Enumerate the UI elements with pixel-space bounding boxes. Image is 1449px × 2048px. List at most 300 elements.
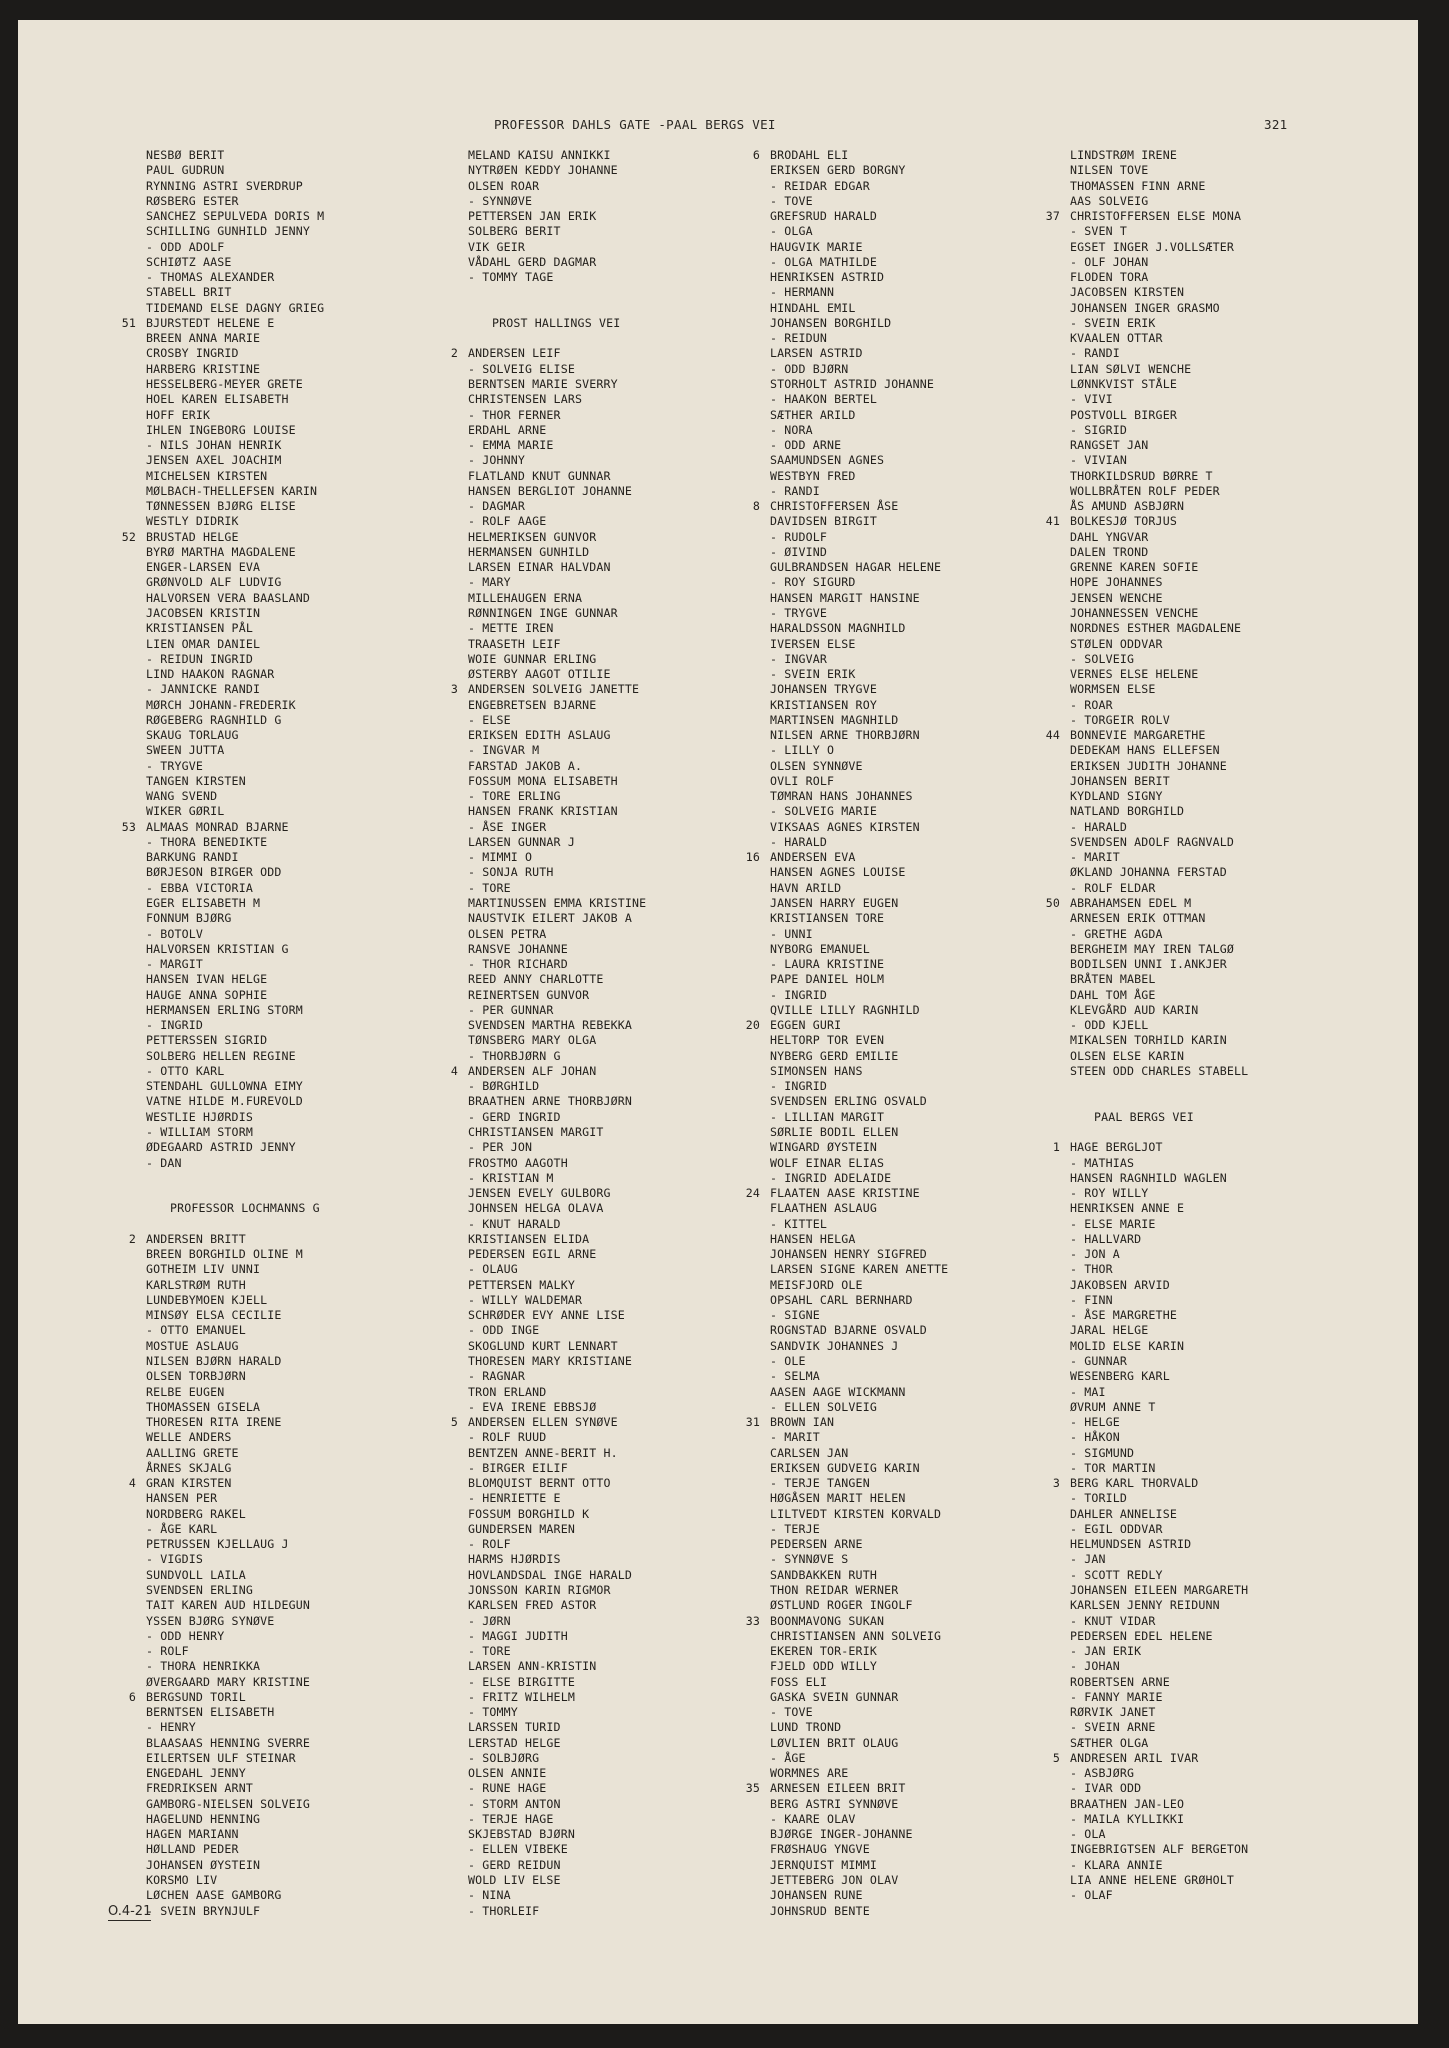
- resident-entry: [428, 1293, 758, 1308]
- resident-entry: [106, 759, 436, 774]
- resident-name: RELBE EUGEN: [146, 1384, 225, 1399]
- resident-name: CHRISTIANSEN MARGIT: [468, 1125, 604, 1139]
- resident-name: FOSS ELI: [770, 1674, 828, 1689]
- resident-entry: [106, 1675, 436, 1690]
- resident-entry: [1030, 1675, 1360, 1690]
- resident-entry: [1030, 545, 1360, 560]
- resident-name: REED ANNY CHARLOTTE: [468, 972, 604, 987]
- resident-entry: [428, 1736, 758, 1751]
- resident-entry: [730, 1339, 1060, 1354]
- resident-entry: [1030, 667, 1360, 682]
- resident-name: HØLLAND PEDER: [146, 1842, 239, 1857]
- resident-entry: [428, 591, 758, 606]
- resident-name: SCHIØTZ AASE: [146, 254, 232, 269]
- resident-entry: [730, 1888, 1060, 1903]
- resident-entry: [1030, 942, 1360, 957]
- resident-entry: [730, 1537, 1060, 1552]
- resident-name: - KAARE OLAV: [770, 1811, 856, 1826]
- resident-name: - TORE: [468, 880, 511, 895]
- resident-entry: [1030, 1659, 1360, 1674]
- resident-entry: [730, 1583, 1060, 1598]
- resident-entry: [106, 1873, 436, 1888]
- resident-name: BENTZEN ANNE-BERIT H.: [468, 1445, 618, 1460]
- resident-name: BRUSTAD HELGE: [146, 529, 239, 544]
- resident-entry: [106, 1690, 436, 1705]
- resident-name: - TORGEIR ROLV: [1070, 712, 1170, 727]
- resident-name: BRODAHL ELI: [770, 148, 849, 162]
- resident-entry: [730, 484, 1060, 499]
- resident-name: PEDERSEN EGIL ARNE: [468, 1247, 597, 1262]
- resident-name: DALEN TROND: [1070, 544, 1149, 559]
- resident-name: - WILLIAM STORM: [146, 1125, 253, 1139]
- resident-entry: [1030, 621, 1360, 636]
- resident-entry: [730, 1385, 1060, 1400]
- resident-name: DAHL TOM ÅGE: [1070, 987, 1156, 1002]
- resident-entry: [1030, 1232, 1360, 1247]
- resident-entry: [730, 927, 1060, 942]
- resident-entry: [1030, 743, 1360, 758]
- resident-entry: [106, 1552, 436, 1567]
- resident-name: EGER ELISABETH M: [146, 896, 261, 911]
- resident-entry: [730, 301, 1060, 316]
- resident-name: SOLBERG HELLEN REGINE: [146, 1048, 296, 1063]
- resident-name: ALMAAS MONRAD BJARNE: [146, 819, 289, 834]
- resident-name: - ELLEN SOLVEIG: [770, 1399, 877, 1414]
- resident-entry: [428, 1476, 758, 1491]
- resident-entry: [1030, 1003, 1360, 1018]
- resident-name: - LILLIAN MARGIT: [770, 1109, 885, 1124]
- resident-name: ANDERSEN EVA: [770, 850, 856, 865]
- resident-name: SVENDSEN ERLING: [146, 1582, 253, 1597]
- resident-entry: [1030, 469, 1360, 484]
- resident-entry: [730, 255, 1060, 270]
- resident-name: ØVERGAARD MARY KRISTINE: [146, 1674, 310, 1689]
- resident-entry: [1030, 1522, 1360, 1537]
- resident-entry: [1030, 1033, 1360, 1048]
- resident-name: - JAN: [1070, 1552, 1106, 1567]
- spacer-line: [1030, 1079, 1360, 1094]
- resident-name: - BOTOLV: [146, 926, 204, 941]
- resident-name: - ROLF AAGE: [468, 514, 547, 529]
- street-heading: [1030, 1110, 1360, 1125]
- resident-name: JOHANSEN EILEEN MARGARETH: [1070, 1582, 1249, 1597]
- resident-entry: [428, 637, 758, 652]
- resident-entry: [730, 1369, 1060, 1384]
- house-number: 3: [1052, 1476, 1060, 1491]
- resident-entry: [1030, 377, 1360, 392]
- resident-entry: [106, 1446, 436, 1461]
- resident-entry: [428, 377, 758, 392]
- resident-name: BERNTSEN MARIE SVERRY: [468, 376, 618, 391]
- resident-entry: [730, 1659, 1060, 1674]
- resident-entry: [1030, 1751, 1360, 1766]
- resident-name: LØVLIEN BRIT OLAUG: [770, 1735, 899, 1750]
- resident-entry: [428, 713, 758, 728]
- resident-name: - ROLF: [468, 1537, 511, 1552]
- resident-entry: [1030, 1018, 1360, 1033]
- resident-name: - HERMANN: [770, 285, 835, 300]
- resident-entry: [106, 1156, 436, 1171]
- resident-name: - UNNI: [770, 926, 813, 941]
- resident-name: SANDVIK JOHANNES J: [770, 1338, 899, 1353]
- resident-entry: [106, 637, 436, 652]
- resident-entry: [1030, 759, 1360, 774]
- resident-name: HAVN ARILD: [770, 880, 842, 895]
- resident-name: JANSEN HARRY EUGEN: [770, 896, 899, 911]
- resident-name: LIND HAAKON RAGNAR: [146, 667, 275, 682]
- resident-name: - TORE ERLING: [468, 789, 561, 804]
- resident-entry: [428, 927, 758, 942]
- resident-entry: [1030, 1201, 1360, 1216]
- resident-entry: [730, 942, 1060, 957]
- resident-name: - MARIT: [1070, 850, 1120, 865]
- resident-entry: [428, 1659, 758, 1674]
- resident-entry: [428, 850, 758, 865]
- resident-entry: [730, 1705, 1060, 1720]
- resident-entry: [1030, 1049, 1360, 1064]
- resident-name: KRISTIANSEN PÅL: [146, 621, 253, 636]
- resident-name: SVENDSEN ADOLF RAGNVALD: [1070, 834, 1234, 849]
- resident-name: AAS SOLVEIG: [1070, 193, 1149, 208]
- house-number: 8: [752, 499, 760, 514]
- resident-entry: [428, 1140, 758, 1155]
- resident-entry: [428, 1461, 758, 1476]
- resident-name: - MIMMI O: [468, 850, 533, 865]
- resident-name: SVENDSEN MARTHA REBEKKA: [468, 1018, 632, 1033]
- resident-entry: [428, 1797, 758, 1812]
- resident-entry: [106, 362, 436, 377]
- resident-entry: [428, 1781, 758, 1796]
- resident-name: PEDERSEN EDEL HELENE: [1070, 1628, 1213, 1643]
- resident-name: HESSELBERG-MEYER GRETE: [146, 376, 303, 391]
- resident-entry: [428, 392, 758, 407]
- resident-entry: [730, 988, 1060, 1003]
- resident-name: WESENBERG KARL: [1070, 1369, 1170, 1384]
- resident-name: ANDERSEN LEIF: [468, 346, 561, 361]
- resident-entry: [1030, 1278, 1360, 1293]
- resident-entry: [106, 1415, 436, 1430]
- resident-entry: [106, 698, 436, 713]
- resident-name: HENRIKSEN ASTRID: [770, 270, 885, 285]
- resident-name: CHRISTOFFERSEN ÅSE: [770, 499, 899, 514]
- resident-name: SCHRØDER EVY ANNE LISE: [468, 1308, 625, 1323]
- resident-name: BREEN BORGHILD OLINE M: [146, 1247, 303, 1262]
- resident-name: SANDBAKKEN RUTH: [770, 1567, 877, 1582]
- resident-entry: [428, 1568, 758, 1583]
- resident-name: WOLLBRÅTEN ROLF PEDER: [1070, 483, 1220, 498]
- resident-name: LØNNKVIST STÅLE: [1070, 376, 1177, 391]
- resident-name: ERIKSEN GERD BORGNY: [770, 163, 906, 178]
- resident-name: - MAI: [1070, 1384, 1106, 1399]
- resident-entry: [730, 591, 1060, 606]
- resident-entry: [428, 530, 758, 545]
- resident-name: - TOR MARTIN: [1070, 1460, 1156, 1475]
- resident-entry: [106, 1003, 436, 1018]
- resident-entry: [428, 774, 758, 789]
- resident-entry: [106, 927, 436, 942]
- resident-entry: [106, 1904, 436, 1919]
- resident-entry: [428, 179, 758, 194]
- resident-name: POSTVOLL BIRGER: [1070, 407, 1177, 422]
- resident-entry: [1030, 1690, 1360, 1705]
- resident-entry: [730, 1156, 1060, 1171]
- resident-name: - WILLY WALDEMAR: [468, 1292, 583, 1307]
- resident-entry: [428, 911, 758, 926]
- resident-entry: [1030, 163, 1360, 178]
- house-number: 44: [1045, 728, 1060, 743]
- resident-name: HANSEN MARGIT HANSINE: [770, 590, 920, 605]
- resident-entry: [106, 1354, 436, 1369]
- resident-name: MICHELSEN KIRSTEN: [146, 468, 268, 483]
- resident-entry: [428, 560, 758, 575]
- resident-name: JOHNSRUD BENTE: [770, 1903, 870, 1918]
- resident-name: - KRISTIAN M: [468, 1170, 554, 1185]
- resident-entry: [106, 1079, 436, 1094]
- resident-entry: [730, 1033, 1060, 1048]
- resident-name: ANDERSEN ELLEN SYNØVE: [468, 1415, 618, 1430]
- resident-entry: [1030, 1583, 1360, 1598]
- resident-entry: [730, 560, 1060, 575]
- resident-entry: [106, 514, 436, 529]
- resident-name: IVERSEN ELSE: [770, 636, 856, 651]
- resident-entry: [428, 1262, 758, 1277]
- resident-name: - ELSE: [468, 712, 511, 727]
- resident-name: - METTE IREN: [468, 621, 554, 636]
- resident-name: SKAUG TORLAUG: [146, 728, 239, 743]
- resident-entry: [428, 1522, 758, 1537]
- resident-name: VIKSAAS AGNES KIRSTEN: [770, 819, 920, 834]
- resident-entry: [428, 652, 758, 667]
- resident-name: ENGER-LARSEN EVA: [146, 560, 261, 575]
- resident-entry: [428, 1171, 758, 1186]
- resident-entry: [730, 1262, 1060, 1277]
- resident-entry: [106, 682, 436, 697]
- resident-name: STENDAHL GULLOWNA EIMY: [146, 1079, 303, 1094]
- resident-entry: [428, 1400, 758, 1415]
- resident-name: - VIGDIS: [146, 1552, 204, 1567]
- resident-entry: [1030, 804, 1360, 819]
- resident-name: - ELSE BIRGITTE: [468, 1674, 575, 1689]
- resident-entry: [106, 1598, 436, 1613]
- resident-name: YSSEN BJØRG SYNØVE: [146, 1613, 275, 1628]
- resident-entry: [428, 270, 758, 285]
- resident-entry: [1030, 774, 1360, 789]
- resident-name: HALVORSEN KRISTIAN G: [146, 941, 289, 956]
- resident-name: - MAILA KYLLIKKI: [1070, 1811, 1185, 1826]
- resident-entry: [1030, 408, 1360, 423]
- resident-name: MINSØY ELSA CECILIE: [146, 1308, 282, 1323]
- house-number: 6: [128, 1689, 136, 1704]
- resident-entry: [1030, 637, 1360, 652]
- resident-entry: [106, 438, 436, 453]
- resident-name: LARSEN EINAR HALVDAN: [468, 560, 611, 575]
- resident-entry: [730, 957, 1060, 972]
- resident-entry: [106, 652, 436, 667]
- resident-entry: [730, 1690, 1060, 1705]
- resident-entry: [1030, 270, 1360, 285]
- resident-entry: [106, 240, 436, 255]
- resident-name: - THOR RICHARD: [468, 957, 568, 972]
- resident-name: TØMRAN HANS JOHANNES: [770, 789, 913, 804]
- resident-name: KARLSEN JENNY REIDUNN: [1070, 1598, 1220, 1613]
- resident-entry: [428, 1339, 758, 1354]
- resident-name: - FANNY MARIE: [1070, 1689, 1163, 1704]
- resident-name: NILSEN BJØRN HARALD: [146, 1353, 282, 1368]
- resident-entry: [730, 209, 1060, 224]
- resident-name: THON REIDAR WERNER: [770, 1582, 899, 1597]
- resident-name: FLAATHEN ASLAUG: [770, 1201, 877, 1216]
- resident-name: HINDAHL EMIL: [770, 300, 856, 315]
- resident-name: BERG ASTRI SYNNØVE: [770, 1796, 899, 1811]
- resident-name: TIDEMAND ELSE DAGNY GRIEG: [146, 300, 325, 315]
- resident-entry: [428, 1904, 758, 1919]
- resident-name: - ODD HENRY: [146, 1628, 225, 1643]
- resident-name: - TRYGVE: [770, 605, 828, 620]
- resident-entry: [730, 1766, 1060, 1781]
- resident-entry: [106, 1842, 436, 1857]
- resident-entry: [1030, 1186, 1360, 1201]
- resident-name: - MAGGI JUDITH: [468, 1628, 568, 1643]
- resident-name: - THOR FERNER: [468, 407, 561, 422]
- resident-name: ERIKSEN GUDVEIG KARIN: [770, 1460, 920, 1475]
- resident-entry: [730, 1003, 1060, 1018]
- resident-entry: [1030, 1156, 1360, 1171]
- resident-name: RØGEBERG RAGNHILD G: [146, 712, 282, 727]
- resident-entry: [106, 1018, 436, 1033]
- resident-name: THORESEN RITA IRENE: [146, 1415, 282, 1430]
- resident-entry: [428, 499, 758, 514]
- resident-name: MOLID ELSE KARIN: [1070, 1338, 1185, 1353]
- resident-name: BRAATHEN ARNE THORBJØRN: [468, 1094, 632, 1109]
- resident-entry: [730, 408, 1060, 423]
- resident-name: - FRITZ WILHELM: [468, 1689, 575, 1704]
- resident-name: - OLAUG: [468, 1262, 518, 1277]
- resident-entry: [1030, 1339, 1360, 1354]
- resident-entry: [1030, 1629, 1360, 1644]
- resident-entry: [106, 423, 436, 438]
- resident-name: - JOHNNY: [468, 453, 526, 468]
- resident-entry: [106, 865, 436, 880]
- resident-entry: [1030, 560, 1360, 575]
- resident-entry: [1030, 301, 1360, 316]
- resident-entry: [106, 1705, 436, 1720]
- resident-name: ARNESEN EILEEN BRIT: [770, 1781, 906, 1796]
- resident-entry: [730, 1140, 1060, 1155]
- resident-entry: [106, 1720, 436, 1735]
- resident-entry: [428, 209, 758, 224]
- resident-name: FREDRIKSEN ARNT: [146, 1781, 253, 1796]
- resident-entry: [730, 1415, 1060, 1430]
- resident-name: - SCOTT REDLY: [1070, 1567, 1163, 1582]
- resident-entry: [1030, 1323, 1360, 1338]
- resident-entry: [1030, 728, 1360, 743]
- resident-name: ØDEGAARD ASTRID JENNY: [146, 1140, 296, 1155]
- resident-name: - REIDAR EDGAR: [770, 178, 870, 193]
- resident-name: - INGVAR: [770, 651, 828, 666]
- house-number: 16: [745, 850, 760, 865]
- resident-name: LARSSEN TURID: [468, 1720, 561, 1735]
- resident-entry: [106, 1736, 436, 1751]
- resident-name: HELMUNDSEN ASTRID: [1070, 1537, 1192, 1552]
- resident-name: - RANDI: [1070, 346, 1120, 361]
- resident-name: THORKILDSRUD BØRRE T: [1070, 468, 1213, 483]
- resident-name: CHRISTOFFERSEN ELSE MONA: [1070, 209, 1242, 224]
- resident-entry: [1030, 1873, 1360, 1888]
- resident-entry: [1030, 1446, 1360, 1461]
- resident-entry: [106, 194, 436, 209]
- resident-name: - BIRGER EILIF: [468, 1460, 568, 1475]
- resident-entry: [730, 1491, 1060, 1506]
- resident-entry: [106, 1110, 436, 1125]
- resident-name: WOLF EINAR ELIAS: [770, 1155, 885, 1170]
- resident-name: LUNDEBYMOEN KJELL: [146, 1292, 268, 1307]
- resident-entry: [730, 637, 1060, 652]
- resident-name: JOHANSEN BORGHILD: [770, 315, 892, 330]
- resident-entry: [1030, 1385, 1360, 1400]
- resident-entry: [1030, 652, 1360, 667]
- resident-name: PAUL GUDRUN: [146, 163, 225, 178]
- resident-entry: [428, 1491, 758, 1506]
- resident-entry: [428, 240, 758, 255]
- resident-name: LIEN OMAR DANIEL: [146, 636, 261, 651]
- resident-name: JENSEN EVELY GULBORG: [468, 1186, 611, 1201]
- resident-name: DAHLER ANNELISE: [1070, 1506, 1177, 1521]
- resident-entry: [106, 957, 436, 972]
- resident-name: - HALLVARD: [1070, 1231, 1142, 1246]
- resident-entry: [106, 560, 436, 575]
- resident-name: RØRVIK JANET: [1070, 1705, 1156, 1720]
- resident-entry: [106, 377, 436, 392]
- resident-entry: [730, 1507, 1060, 1522]
- resident-name: NYBORG EMANUEL: [770, 941, 870, 956]
- resident-entry: [428, 865, 758, 880]
- resident-entry: [730, 1598, 1060, 1613]
- directory-column-4: [1030, 148, 1360, 1904]
- resident-name: BERNTSEN ELISABETH: [146, 1705, 275, 1720]
- resident-entry: [428, 453, 758, 468]
- house-number: 41: [1045, 514, 1060, 529]
- resident-entry: [106, 1308, 436, 1323]
- resident-name: BONNEVIE MARGARETHE: [1070, 728, 1206, 743]
- resident-name: JETTEBERG JON OLAV: [770, 1873, 899, 1888]
- resident-entry: [428, 1537, 758, 1552]
- resident-entry: [428, 1156, 758, 1171]
- resident-entry: [106, 820, 436, 835]
- resident-name: - ODD ADOLF: [146, 239, 225, 254]
- resident-entry: [428, 988, 758, 1003]
- spacer-line: [106, 1186, 436, 1201]
- resident-name: PAPE DANIEL HOLM: [770, 972, 885, 987]
- resident-entry: [428, 1598, 758, 1613]
- resident-entry: [1030, 1552, 1360, 1567]
- resident-entry: [428, 163, 758, 178]
- resident-name: ANDERSEN BRITT: [146, 1231, 246, 1246]
- resident-name: - ROLF RUUD: [468, 1430, 547, 1445]
- resident-entry: [1030, 820, 1360, 835]
- resident-name: VERNES ELSE HELENE: [1070, 667, 1199, 682]
- resident-name: THOMASSEN GISELA: [146, 1399, 261, 1414]
- resident-name: BRÅTEN MABEL: [1070, 972, 1156, 987]
- resident-entry: [1030, 530, 1360, 545]
- resident-name: EGGEN GURI: [770, 1018, 842, 1033]
- resident-name: ERDAHL ARNE: [468, 422, 547, 437]
- resident-name: SWEEN JUTTA: [146, 743, 225, 758]
- resident-entry: [428, 362, 758, 377]
- resident-entry: [106, 835, 436, 850]
- resident-entry: [1030, 1766, 1360, 1781]
- resident-name: ERIKSEN EDITH ASLAUG: [468, 728, 611, 743]
- resident-entry: [106, 1430, 436, 1445]
